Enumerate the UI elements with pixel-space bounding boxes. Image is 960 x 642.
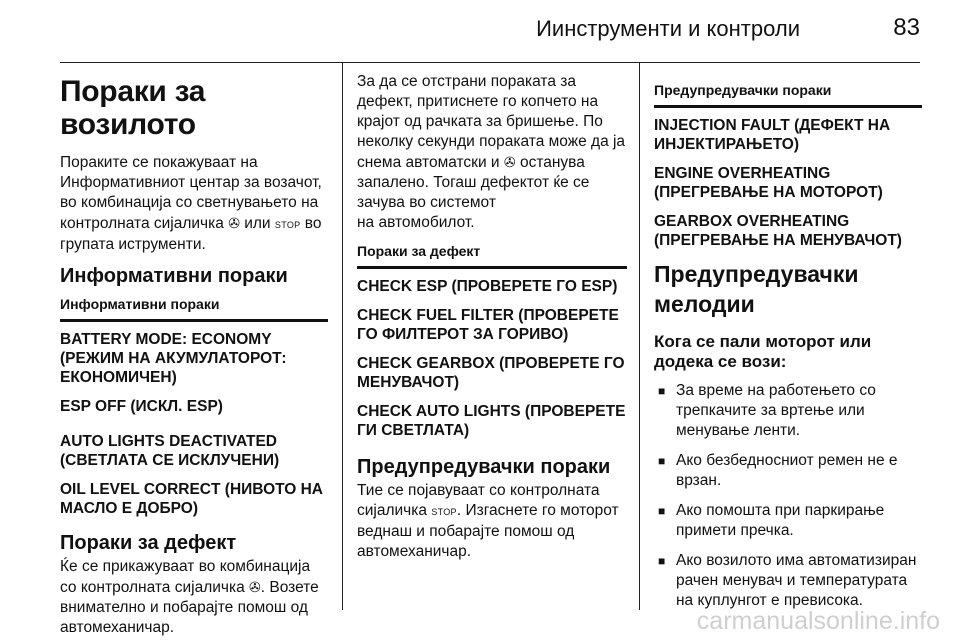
message-item: ESP OFF (ИСКЛ. ESP) [60,398,223,415]
subsection-heading: Кога се пали моторот или додека се вози: [654,331,872,372]
list-item: ■ Ако помошта при паркирање примети пречка. [654,501,922,541]
message-item: AUTO LIGHTS DEACTIVATED (СВЕТЛАТА СЕ ИСКЛУЧЕНИ) [60,433,280,469]
section-heading: Пораки за дефект [60,532,237,554]
sub-heading: Пораки за дефект [357,243,627,269]
column-3 [654,72,922,612]
wrench-warning-icon: ✇ [249,579,261,595]
column-2 [357,72,627,612]
clear-fault-text-2: останува запалено. Тогаш дефектот ќе се зачува во системот [357,154,590,211]
intro-text: Пораките се покажуваат на Информативниот центар за возачот, во комбинација со светнувањето на контролната сијаличка [60,154,322,232]
fault-text-2: Возете внимателно и побарајте помош од автомеханичар. [60,579,319,636]
bullet-list [654,381,922,611]
or-text: или [244,215,271,232]
message-item: CHECK FUEL FILTER (ПРОВЕРЕТЕ ГО ФИЛТЕРОТ ЗА ГОРИВО) [357,307,619,343]
message-item: INJECTION FAULT (ДЕФЕКТ НА ИНЈЕКТИРАЊЕТО) [654,117,891,153]
watermark: carmanualsonline.info [696,607,940,635]
message-item: GEARBOX OVERHEATING (ПРЕГРЕВАЊЕ НА МЕНУВАЧОТ) [654,213,902,249]
section-heading: Предупредувачки пораки [357,456,611,478]
warning-text: Тие се појавуваат со контролната сијаличка [357,482,600,519]
column-divider [342,62,343,610]
list-item: ■ Ако безбедносниот ремен не е врзан. [654,451,922,491]
intro-text-2: во групата иструменти. [60,215,322,253]
intro-paragraph [60,153,328,255]
wrench-warning-icon: ✇ [503,154,516,170]
column-divider [639,62,640,610]
stop-icon: STOP [274,220,301,230]
list-item: ■ Ако возилото има автоматизиран рачен менувач и температурата на куплунгот е превисока. [654,551,922,611]
clear-fault-text: За да се отстрани пораката за дефект, притиснете го копчето на крајот од рачката за бришење. По неколку секунди пораката може да ја снема автоматски и [357,73,626,171]
chapter-title: Иинструменти и контроли [536,16,800,41]
wrench-warning-icon: ✇ [228,215,240,231]
stop-icon: STOP [431,507,457,517]
message-item: CHECK ESP (ПРОВЕРЕТЕ ГО ESP) [357,278,618,295]
message-item: ENGINE OVERHEATING (ПРЕГРЕВАЊЕ НА МОТОРОТ) [654,165,883,201]
sub-heading: Информативни пораки [60,296,328,322]
fault-text: Ќе се прикажуваат во комбинација со контролната сијаличка [60,558,311,596]
page-number: 83 [893,14,920,41]
warning-text-2: . Изгаснете го моторот веднаш и побарајте помош од автомеханичар. [357,502,619,560]
page-title: Пораки за возилото [60,75,206,141]
clear-fault-paragraph [357,72,627,233]
warning-paragraph [357,481,627,562]
fault-paragraph: Ќе се прикажуваат во комбинација со контролната сијаличка ✇. Возете внимателно и побарајте помош од автомеханичар. [60,558,319,636]
clear-fault-text-3: на автомобилот. [357,214,475,231]
column-1 [60,72,328,636]
message-item: BATTERY MODE: ECONOMY (РЕЖИМ НА АКУМУЛАТОРОТ: ЕКОНОМИЧЕН) [60,331,287,386]
page-header [60,0,920,63]
message-item: CHECK GEARBOX (ПРОВЕРЕТЕ ГО МЕНУВАЧОТ) [357,355,625,391]
sub-heading: Предупредувачки пораки [654,82,922,108]
list-item: ■ За време на работењето со трепкачите за вртење или менување ленти. [654,381,922,441]
section-heading: Предупредувачки мелодии [654,261,859,317]
message-item: OIL LEVEL CORRECT (НИВОТО НА МАСЛО Е ДОБРО) [60,481,323,517]
section-heading: Информативни пораки [60,265,288,287]
message-item: CHECK AUTO LIGHTS (ПРОВЕРЕТЕ ГИ СВЕТЛАТА) [357,403,626,439]
